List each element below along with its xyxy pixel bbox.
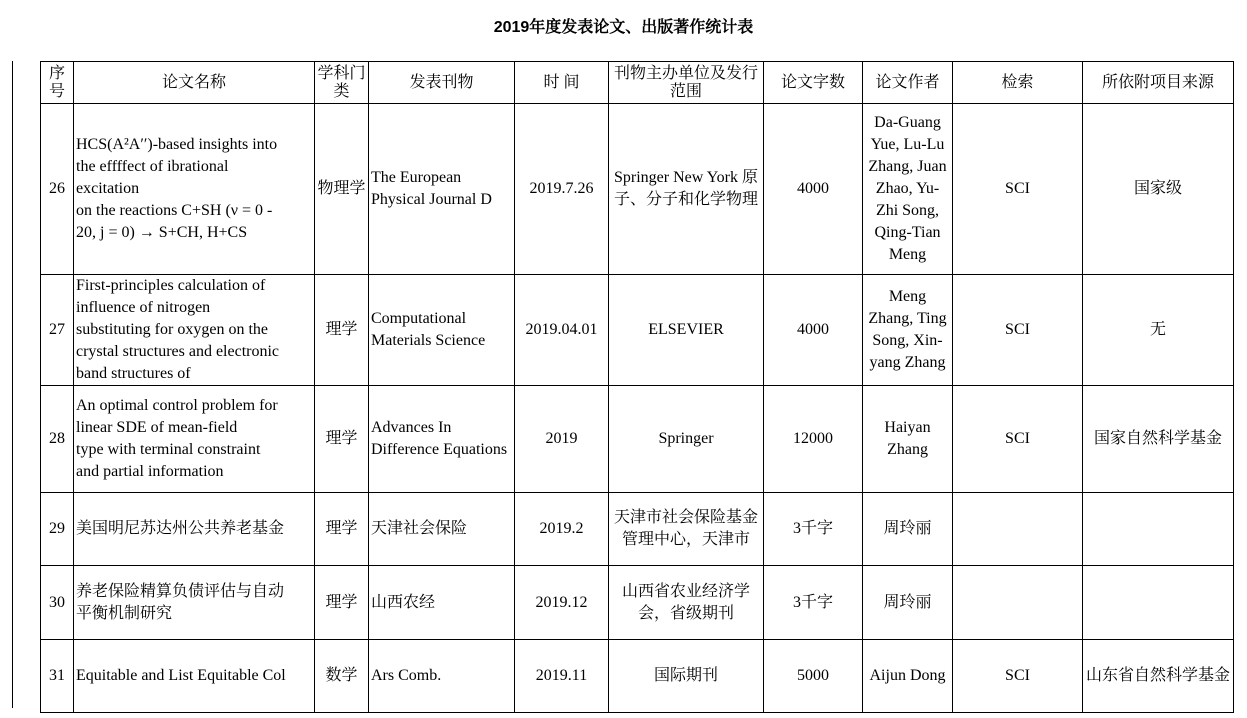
statistics-table xyxy=(40,61,1234,713)
row-index: SCI xyxy=(953,386,1083,493)
paper-name-line: substituting for oxygen on the xyxy=(76,321,268,338)
row-index xyxy=(953,566,1083,640)
row-authors: Meng Zhang, Ting Song, Xin-yang Zhang xyxy=(863,275,953,386)
row-authors: 周玲丽 xyxy=(863,493,953,566)
row-authors: 周玲丽 xyxy=(863,566,953,640)
row-journal: 天津社会保险 xyxy=(369,493,515,566)
paper-name-line: type with terminal constraint xyxy=(76,441,261,458)
row-words: 12000 xyxy=(764,386,863,493)
row-paper-name xyxy=(74,493,315,566)
row-source xyxy=(1083,493,1234,566)
paper-name-line: An optimal control problem for xyxy=(76,397,278,414)
row-source: 无 xyxy=(1083,275,1234,386)
paper-name-line: the effffect of ibrational xyxy=(76,158,229,175)
paper-name-line: influence of nitrogen xyxy=(76,299,211,316)
paper-name-line: and partial information xyxy=(76,463,224,480)
row-index: SCI xyxy=(953,275,1083,386)
table-row xyxy=(41,493,1234,566)
paper-name-line: 20, j = 0) → S+CH, H+CS xyxy=(76,224,248,241)
paper-name-line: 平衡机制研究 xyxy=(76,604,173,622)
row-time: 2019 xyxy=(515,386,609,493)
header-row xyxy=(41,62,1234,104)
row-org: 山西省农业经济学会，省级期刊 xyxy=(609,566,764,640)
row-index: SCI xyxy=(953,104,1083,275)
row-source: 国家级 xyxy=(1083,104,1234,275)
row-words: 3千字 xyxy=(764,566,863,640)
header-words: 论文字数 xyxy=(764,62,863,104)
row-source: 山东省自然科学基金 xyxy=(1083,640,1234,713)
row-index: SCI xyxy=(953,640,1083,713)
header-journal: 发表刊物 xyxy=(369,62,515,104)
row-journal: Computational Materials Science xyxy=(369,275,515,386)
row-seq: 26 xyxy=(41,104,74,275)
row-journal: The European Physical Journal D xyxy=(369,104,515,275)
row-words: 5000 xyxy=(764,640,863,713)
row-org: Springer New York 原子、分子和化学物理 xyxy=(609,104,764,275)
row-field: 理学 xyxy=(315,493,369,566)
paper-name-line: on the reactions C+SH (ν = 0 - xyxy=(76,202,273,219)
row-source xyxy=(1083,566,1234,640)
header-index: 检索 xyxy=(953,62,1083,104)
row-journal: Advances In Difference Equations xyxy=(369,386,515,493)
paper-name-line: crystal structures and electronic xyxy=(76,343,280,360)
row-paper-name xyxy=(74,386,315,493)
row-authors: Da-Guang Yue, Lu-Lu Zhang, Juan Zhao, Yu-Zhi Song, Qing-Tian Meng xyxy=(863,104,953,275)
table-row xyxy=(41,640,1234,713)
row-field: 物理学 xyxy=(315,104,369,275)
row-authors: Haiyan Zhang xyxy=(863,386,953,493)
row-journal: 山西农经 xyxy=(369,566,515,640)
row-index xyxy=(953,493,1083,566)
paper-name-line: linear SDE of mean-field xyxy=(76,419,238,436)
row-org: Springer xyxy=(609,386,764,493)
row-paper-name xyxy=(74,566,315,640)
header-authors: 论文作者 xyxy=(863,62,953,104)
row-org: 国际期刊 xyxy=(609,640,764,713)
header-field: 学科门类 xyxy=(315,62,369,104)
table-row xyxy=(41,104,1234,275)
row-words: 4000 xyxy=(764,275,863,386)
row-org: 天津市社会保险基金管理中心，天津市 xyxy=(609,493,764,566)
row-field: 理学 xyxy=(315,566,369,640)
paper-name-line: Equitable and List Equitable Col xyxy=(76,667,286,684)
header-seq: 序号 xyxy=(41,62,74,104)
header-time: 时 间 xyxy=(515,62,609,104)
paper-name-line: band structures of xyxy=(76,365,191,382)
header-org: 刊物主办单位及发行范围 xyxy=(609,62,764,104)
header-source: 所依附项目来源 xyxy=(1083,62,1234,104)
row-words: 4000 xyxy=(764,104,863,275)
paper-name-line: 美国明尼苏达州公共养老基金 xyxy=(76,520,285,537)
row-paper-name xyxy=(74,104,315,275)
table-row xyxy=(41,386,1234,493)
row-time: 2019.2 xyxy=(515,493,609,566)
row-seq: 31 xyxy=(41,640,74,713)
row-org: ELSEVIER xyxy=(609,275,764,386)
paper-name-line: First-principles calculation of xyxy=(76,277,266,294)
row-time: 2019.04.01 xyxy=(515,275,609,386)
row-journal: Ars Comb. xyxy=(369,640,515,713)
paper-name-line: 养老保险精算负债评估与自动 xyxy=(76,582,285,600)
row-paper-name xyxy=(74,640,315,713)
row-seq: 30 xyxy=(41,566,74,640)
row-seq: 29 xyxy=(41,493,74,566)
row-seq: 27 xyxy=(41,275,74,386)
page-title: 2019年度发表论文、出版著作统计表 xyxy=(493,19,754,36)
paper-name-line: HCS(A²A′′)-based insights into xyxy=(76,136,278,153)
row-words: 3千字 xyxy=(764,493,863,566)
row-field: 数学 xyxy=(315,640,369,713)
row-authors: Aijun Dong xyxy=(863,640,953,713)
row-field: 理学 xyxy=(315,275,369,386)
row-field: 理学 xyxy=(315,386,369,493)
row-seq: 28 xyxy=(41,386,74,493)
paper-name-line: excitation xyxy=(76,180,140,197)
row-time: 2019.11 xyxy=(515,640,609,713)
row-time: 2019.12 xyxy=(515,566,609,640)
left-border-line xyxy=(12,61,13,708)
row-source: 国家自然科学基金 xyxy=(1083,386,1234,493)
row-time: 2019.7.26 xyxy=(515,104,609,275)
row-paper-name xyxy=(74,275,315,386)
header-name: 论文名称 xyxy=(74,62,315,104)
table-row xyxy=(41,566,1234,640)
table-row xyxy=(41,275,1234,386)
